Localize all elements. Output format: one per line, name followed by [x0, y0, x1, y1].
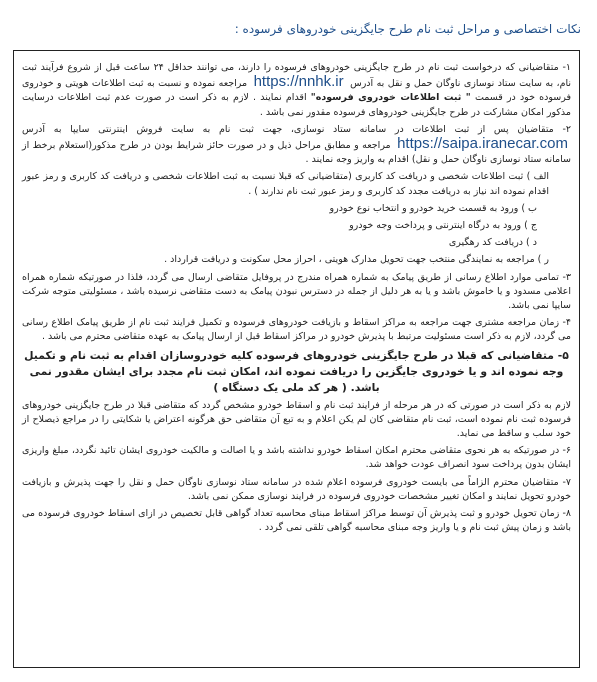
step-alef: الف ) ثبت اطلاعات شخصی و دریافت کد کاربری (متقاضیانی که قبلا نسبت به ثبت اطلاعات شخصی و دریافت کد کاربری و رمز عبور اقدام نموده اند نیاز به دریافت مجدد کد کاربری و رمز عبور ثبت نام ندارند ) .: [22, 171, 549, 197]
page-title: نکات اختصاصی و مراحل ثبت نام طرح جایگزینی خودروهای فرسوده :: [234, 22, 581, 36]
item-2-text-1: ۲- متقاضیان پس از ثبت اطلاعات در سامانه ستاد نوسازی، جهت ثبت نام به سایت فروش اینترنتی سایپا به آدرس: [22, 123, 571, 135]
step-dal: د ) دریافت کد رهگیری: [448, 237, 537, 249]
nnhk-link[interactable]: https://nnhk.ir: [253, 73, 344, 91]
item-6: ۶- در صورتیکه به هر نحوی متقاضی محترم امکان اسقاط خودرو نداشته باشد و یا اصالت و مالکیت خودروی ایشان تائید نگردد، مبلغ واریزی ایشان بدون پرداخت سود انصراف عودت خواهد شد.: [22, 445, 571, 471]
item-1-text-2: مراجعه نموده و نسبت به ثبت اطلاعات هویتی و خودروی فرسوده خود در قسمت: [22, 78, 571, 104]
step-re: ر ) مراجعه به نمایندگی منتخب جهت تحویل مدارک هویتی ، احراز محل سکونت و دریافت قرارداد .: [164, 254, 549, 266]
item-5-note: لازم به ذکر است در صورتی که در هر مرحله از فرایند ثبت نام و اسقاط خودرو مشخص گردد که متقاضی قبلا در طرح جایگزینی خودروهای فرسوده ثبت نام نموده است، ثبت نام متقاضی کان لم یکن اعلام و به تبع آن متقاضی حق هرگونه اعتراض یا شکایتی را در مراجع ذیصلاح از خود سلب و ساقط می نماید.: [22, 399, 571, 440]
item-2-text-2: مراجعه و مطابق مراحل ذیل و در صورت حائز شرایط بودن در طرح مذکور(استعلام برخط از سامانه ستاد نوسازی ناوگان حمل و نقل) اقدام به واریز وجه نمایند .: [22, 140, 571, 166]
item-8: ۸- زمان تحویل خودرو و ثبت پذیرش آن توسط مراکز اسقاط مبنای محاسبه تعداد گواهی قابل تخصیص در ازای اسقاط خودروی فرسوده می باشد و زمان پیش ثبت نام و یا واریز وجه مبنای محاسبه گواهی تلقی نمی گردد .: [22, 508, 571, 534]
item-2: [22, 123, 571, 168]
item-1-text-1: ۱- متقاضیانی که درخواست ثبت نام در طرح جایگزینی خودروهای فرسوده را دارند، می توانند حداقل ۲۴ ساعت قبل از شروع فرآیند ثبت نام، به سایت ستاد نوسازی ناوگان حمل و نقل به آدرس: [22, 62, 572, 90]
step-be: ب ) ورود به قسمت خرید خودرو و انتخاب نوع خودرو: [329, 202, 537, 214]
item-3: ۳- تمامی موارد اطلاع رسانی از طریق پیامک به شماره همراه مندرج در پروفایل متقاضی ارسال می گردد، فلذا در صورتیکه شماره همراه اعلامی مسدود و یا خاموش باشد و یا به هر دلیل از جمله در دسترس نبودن پیامک به دست متقاضی نرسیده باشد ، مسئولیتی متوجه شرکت سایپا نمی باشد.: [22, 271, 571, 312]
item-4: ۴- زمان مراجعه مشتری جهت مراجعه به مراکز اسقاط و بازیافت خودروهای فرسوده و تکمیل فرایند ثبت نام از طریق پیامک اطلاع رسانی می گردد، لازم به ذکر است مسئولیت مرتبط با پذیرش خودرو در مراکز اسقاط قبل از ارسال پیامک به عهده متقاضی محترم می باشد .: [22, 317, 571, 343]
step-jim: ج ) ورود به درگاه اینترنتی و پرداخت وجه خودرو: [349, 220, 537, 232]
item-1: [22, 61, 571, 120]
item-5-bold: ۵- متقاضیانی که قبلا در طرح جایگزینی خودروهای فرسوده کلیه خودروسازان اقدام به ثبت نام و تکمیل وجه نموده اند و یا خودروی جایگزین را دریافت نموده اند، امکان ثبت نام مجدد برای ایشان مقدور نمی باشد. ( هر کد ملی یک دستگاه ): [24, 348, 569, 394]
item-7: ۷- متقاضیان محترم الزاماً می بایست خودروی فرسوده اعلام شده در سامانه ستاد نوسازی ناوگان حمل و نقل را جهت پذیرش و بازیافت خودرو تحویل نمایند و امکان تغییر مشخصات خودروی فرسوده در فرایند نوسازی ممکن نمی باشد.: [22, 476, 571, 502]
content-box: [13, 50, 580, 668]
item-1-text-3: اقدام نمایند . لازم به ذکر است در صورت عدم ثبت اطلاعات درسایت مذکور امکان مشارکت در طرح جایگزینی خودروهای فرسوده مقدور نمی باشد .: [22, 92, 571, 118]
saipa-link[interactable]: https://saipa.iranecar.com: [397, 135, 568, 153]
item-1-bold: " ثبت اطلاعات خودروی فرسوده": [310, 92, 471, 104]
